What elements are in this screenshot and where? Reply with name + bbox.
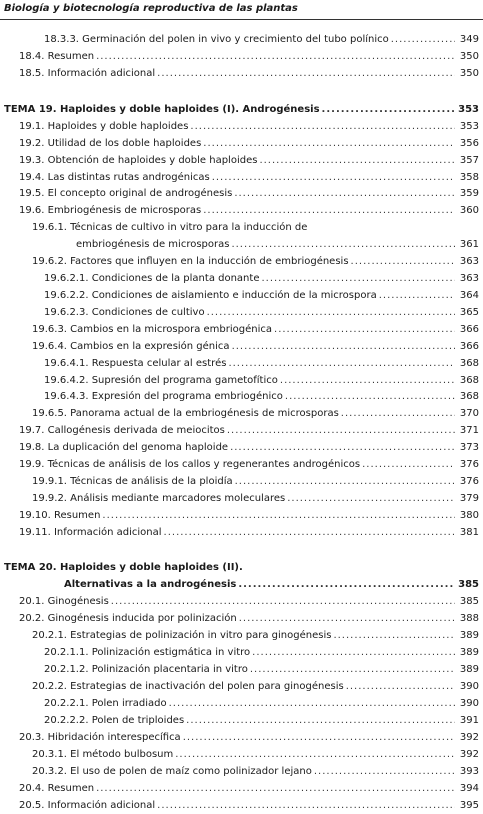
toc-entry-label: TEMA 19. Haploides y doble haploides (I). Androgénesis (4, 104, 320, 115)
dot-leader (341, 406, 455, 422)
toc-entry-label: 19.5. El concepto original de androgénesis (19, 188, 233, 199)
toc-entry (0, 525, 483, 541)
toc-entry-page: 361 (459, 239, 479, 250)
toc-entry (0, 305, 483, 321)
toc-entry-label: 19.2. Utilidad de los doble haploides (19, 138, 202, 149)
dot-leader (280, 373, 455, 389)
toc-entry-label: 19.3. Obtención de haploides y doble haploides (19, 155, 258, 166)
toc-entry (0, 373, 483, 389)
toc-entry (0, 594, 483, 610)
toc-entry-label: 19.6. Embriogénesis de microsporas (19, 205, 202, 216)
toc-entry-page: 368 (459, 375, 479, 386)
toc-entry (0, 798, 483, 814)
toc-entry-page: 356 (459, 138, 479, 149)
dot-leader (157, 798, 455, 814)
toc-entry-page: 395 (459, 800, 479, 811)
toc-entry (0, 440, 483, 456)
toc-entry-page: 392 (459, 732, 479, 743)
dot-leader (183, 730, 455, 746)
toc-entry-page: 365 (459, 307, 479, 318)
toc-entry (0, 474, 483, 490)
toc-entry-label: 19.6.5. Panorama actual de la embriogénesis de microsporas (32, 408, 339, 419)
dot-leader (346, 679, 455, 695)
dot-leader (228, 356, 455, 372)
toc-entry (0, 237, 483, 253)
toc-entry-page: 359 (459, 188, 479, 199)
toc-entry (0, 764, 483, 780)
toc-entry-page: 364 (459, 290, 479, 301)
toc-entry-page: 392 (459, 749, 479, 760)
dot-leader (102, 508, 455, 524)
dot-leader (259, 153, 455, 169)
dot-leader (322, 102, 455, 118)
toc-entry (0, 577, 483, 593)
toc-entry-page: 385 (459, 596, 479, 607)
toc-entry-page: 366 (459, 324, 479, 335)
toc-entry (0, 49, 483, 65)
dot-leader (164, 525, 455, 541)
toc-entry-label: 19.8. La duplicación del genoma haploide (19, 442, 229, 453)
toc-entry-label: 19.9. Técnicas de análisis de los callos y regenerantes androgénicos (19, 459, 361, 470)
dot-leader (314, 764, 455, 780)
toc-entry (0, 288, 483, 304)
dot-leader (261, 271, 455, 287)
toc-entry-page: 389 (459, 647, 479, 658)
toc-entry (0, 220, 483, 236)
toc-entry (0, 747, 483, 763)
toc-entry-page: 389 (459, 664, 479, 675)
dot-leader (96, 49, 455, 65)
toc-entry-page: 376 (459, 476, 479, 487)
dot-leader (238, 577, 455, 593)
toc-entry-label: 20.5. Información adicional (19, 800, 156, 811)
toc-entry-label: 19.11. Información adicional (19, 527, 162, 538)
toc-entry-label: 20.4. Resumen (19, 783, 95, 794)
toc-entry (0, 170, 483, 186)
dot-leader (190, 119, 455, 135)
toc-entry (0, 389, 483, 405)
toc-entry-label: 20.2.1. Estrategias de polinización in vitro para ginogénesis (32, 630, 332, 641)
dot-leader (212, 170, 455, 186)
dot-leader (235, 474, 455, 490)
toc-entry (0, 781, 483, 797)
toc-entry-page: 385 (458, 579, 479, 590)
toc-entry-page: 390 (459, 681, 479, 692)
toc-entry-label: 20.2.2. Estrategias de inactivación del polen para ginogénesis (32, 681, 344, 692)
dot-leader (157, 66, 455, 82)
toc-entry-page: 349 (459, 34, 479, 45)
toc-entry-label: Alternativas a la androgénesis (64, 579, 237, 590)
toc-entry (0, 611, 483, 627)
toc-entry-label: 19.6.2. Factores que influyen en la inducción de embriogénesis (32, 256, 349, 267)
toc-entry-label: 19.10. Resumen (19, 510, 101, 521)
toc-entry (0, 713, 483, 729)
toc-entry-page: 357 (459, 155, 479, 166)
toc-entry (0, 66, 483, 82)
toc-entry-page: 358 (459, 172, 479, 183)
toc-entry-label: 19.4. Las distintas rutas androgénicas (19, 172, 210, 183)
toc-entry-label: 19.7. Callogénesis derivada de meiocitos (19, 425, 225, 436)
dot-leader (231, 237, 455, 253)
running-header: Biología y biotecnología reproductiva de las plantas (4, 3, 298, 14)
dot-leader (230, 440, 455, 456)
toc-entry-label: 19.1. Haploides y doble haploides (19, 121, 189, 132)
toc-entry-label: 19.6.4.2. Supresión del programa gametofítico (44, 375, 278, 386)
toc-entry (0, 662, 483, 678)
dot-leader (379, 288, 455, 304)
toc-entry (0, 322, 483, 338)
dot-leader (186, 713, 455, 729)
toc-entry-page: 390 (459, 698, 479, 709)
toc-entry (0, 491, 483, 507)
toc-entry-page: 381 (459, 527, 479, 538)
toc-entry (0, 628, 483, 644)
toc-entry-page: 373 (459, 442, 479, 453)
toc-entry-label: 20.3.1. El método bulbosum (32, 749, 174, 760)
toc-entry (0, 645, 483, 661)
dot-leader (362, 457, 455, 473)
dot-leader (391, 32, 455, 48)
toc-entry (0, 356, 483, 372)
dot-leader (285, 389, 455, 405)
toc-entry-page: 353 (458, 104, 479, 115)
toc-entry-label: 19.6.1. Técnicas de cultivo in vitro para la inducción de (32, 222, 308, 233)
dot-leader (333, 628, 455, 644)
toc-entry (0, 136, 483, 152)
toc-entry-page: 389 (459, 630, 479, 641)
toc-entry (0, 696, 483, 712)
toc-entry-page: 363 (459, 256, 479, 267)
toc-entry (0, 457, 483, 473)
toc-entry (0, 423, 483, 439)
toc-entry-label: 18.5. Información adicional (19, 68, 156, 79)
dot-leader (252, 645, 455, 661)
toc-entry-page: 379 (459, 493, 479, 504)
toc-entry-page: 350 (459, 51, 479, 62)
toc-entry-label: 20.3.2. El uso de polen de maíz como polinizador lejano (32, 766, 312, 777)
toc-entry-label: 20.2.2.2. Polen de triploides (44, 715, 185, 726)
toc-entry-label: 20.2.1.2. Polinización placentaria in vitro (44, 664, 248, 675)
toc-entry (0, 254, 483, 270)
toc-entry-label: TEMA 20. Haploides y doble haploides (II). (4, 562, 243, 573)
dot-leader (169, 696, 455, 712)
toc-entry-page: 380 (459, 510, 479, 521)
toc-entry-label: 20.2.1.1. Polinización estigmática in vitro (44, 647, 251, 658)
toc-entry-page: 394 (459, 783, 479, 794)
dot-leader (287, 491, 455, 507)
toc-entry-page: 368 (459, 358, 479, 369)
toc-entry-label: 19.6.3. Cambios en la microspora embriogénica (32, 324, 273, 335)
toc-entry-page: 353 (459, 121, 479, 132)
dot-leader (111, 594, 455, 610)
toc-entry (0, 679, 483, 695)
header-rule (0, 19, 483, 20)
dot-leader (96, 781, 455, 797)
toc-entry (0, 508, 483, 524)
toc-entry-label: 20.1. Ginogénesis (19, 596, 109, 607)
toc-entry (0, 186, 483, 202)
dot-leader (207, 305, 455, 321)
toc-entry-page: 371 (459, 425, 479, 436)
toc-entry-label: 20.2. Ginogénesis inducida por polinización (19, 613, 237, 624)
dot-leader (232, 339, 455, 355)
dot-leader (250, 662, 455, 678)
dot-leader (203, 203, 455, 219)
toc-entry-label: 19.6.2.2. Condiciones de aislamiento e inducción de la microspora (44, 290, 377, 301)
toc-entry (0, 102, 483, 118)
toc-entry-label: 19.6.4.3. Expresión del programa embriogénico (44, 391, 283, 402)
toc-entry-label: 18.4. Resumen (19, 51, 95, 62)
toc-entry (0, 32, 483, 48)
toc-entry (0, 339, 483, 355)
dot-leader (203, 136, 455, 152)
dot-leader (351, 254, 455, 270)
toc-entry-label: 19.9.2. Análisis mediante marcadores moleculares (32, 493, 286, 504)
toc-entry-page: 360 (459, 205, 479, 216)
toc-entry-label: 19.9.1. Técnicas de análisis de la ploidía (32, 476, 233, 487)
toc-entry-page: 363 (459, 273, 479, 284)
toc-entry-page: 393 (459, 766, 479, 777)
toc-entry-label: 19.6.4. Cambios en la expresión génica (32, 341, 230, 352)
dot-leader (227, 423, 455, 439)
toc-entry-label: 20.3. Hibridación interespecífica (19, 732, 181, 743)
toc-entry-page: 370 (459, 408, 479, 419)
toc-entry (0, 560, 483, 576)
toc-entry-label: 19.6.2.3. Condiciones de cultivo (44, 307, 205, 318)
toc-entry (0, 271, 483, 287)
dot-leader (239, 611, 455, 627)
dot-leader (234, 186, 455, 202)
toc-entry-label: 20.2.2.1. Polen irradiado (44, 698, 167, 709)
toc-entry (0, 406, 483, 422)
toc-entry (0, 119, 483, 135)
toc-entry-label: embriogénesis de microsporas (76, 239, 230, 250)
toc-entry (0, 203, 483, 219)
toc-entry-page: 368 (459, 391, 479, 402)
dot-leader (274, 322, 455, 338)
toc-entry-page: 350 (459, 68, 479, 79)
toc-entry (0, 730, 483, 746)
dot-leader (175, 747, 455, 763)
toc-entry-page: 366 (459, 341, 479, 352)
toc-entry-label: 18.3.3. Germinación del polen in vivo y crecimiento del tubo polínico (44, 34, 389, 45)
toc-entry-label: 19.6.2.1. Condiciones de la planta donante (44, 273, 260, 284)
toc-entry-label: 19.6.4.1. Respuesta celular al estrés (44, 358, 227, 369)
toc-entry-page: 391 (459, 715, 479, 726)
toc-entry (0, 153, 483, 169)
toc-entry-page: 388 (459, 613, 479, 624)
toc-entry-page: 376 (459, 459, 479, 470)
